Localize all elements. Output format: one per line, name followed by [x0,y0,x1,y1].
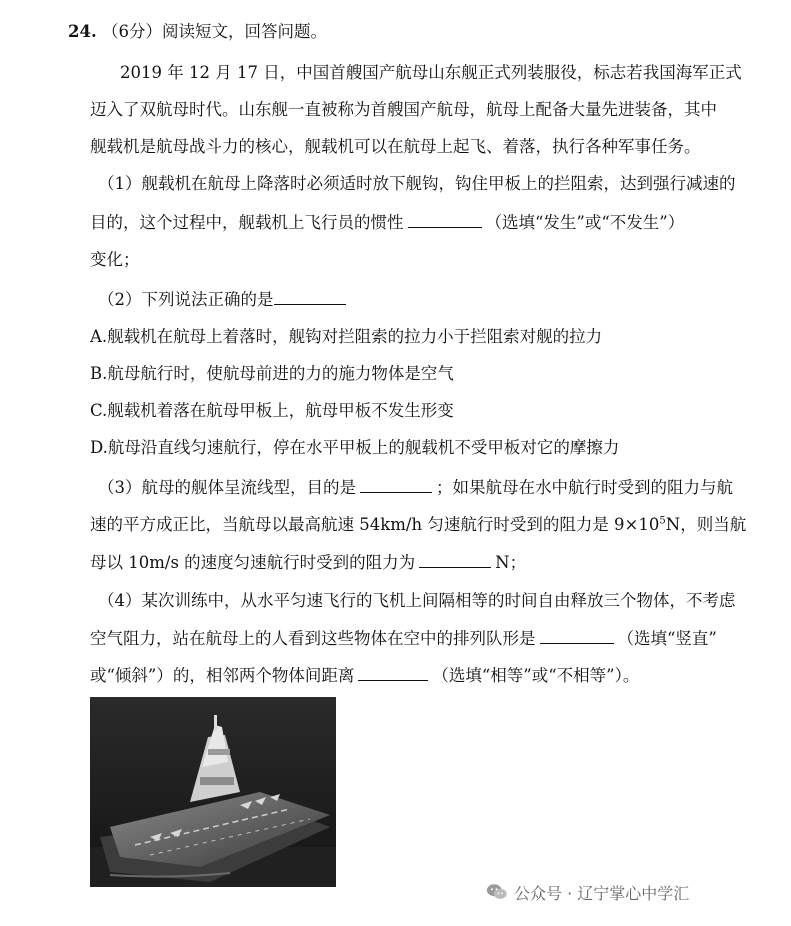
q2-stem-text: （2）下列说法正确的是 [98,290,274,309]
q4-text-d: （选填“相等”或“不相等”）。 [432,666,640,685]
q3-text-a: （3）航母的舰体呈流线型，目的是 [98,478,356,497]
q4-text-b: （选填“竖直” [617,629,717,648]
q1-line-3: 变化； [90,250,140,269]
q2-stem [98,288,758,311]
question-instruction: 阅读短文，回答问题。 [161,22,327,41]
watermark [486,878,689,906]
question-points: （6分） [101,22,162,41]
q3-answer-blank-1[interactable] [360,476,432,493]
q3-answer-blank-2[interactable] [419,551,491,568]
q3-exponent: 5 [659,515,666,527]
aircraft-carrier-photo [90,697,336,887]
q4-answer-blank-2[interactable] [358,664,428,681]
question-header [68,21,728,43]
q4-text-a: 空气阻力，站在航母上的人看到这些物体在空中的排列队形是 [90,629,536,648]
passage-line-2: 迈入了双航母时代。山东舰一直被称为首艘国产航母，航母上配备大量先进装备，其中 [90,100,717,119]
q2-option-b: B.航母航行时，使航母前进的力的施力物体是空气 [90,364,454,383]
q3-line-1 [98,476,758,499]
q4-line-2 [90,627,750,650]
q3-line-3 [90,551,750,574]
q1-line-2 [90,211,750,234]
q2-option-a: A.舰载机在航母上着落时，舰钩对拦阻索的拉力小于拦阻索对舰的拉力 [90,327,603,346]
q1-answer-blank[interactable] [408,211,482,228]
q3-line-2 [90,514,750,536]
wechat-icon [486,881,508,903]
q4-line-3 [90,664,750,687]
watermark-text: 公众号 · 辽宁掌心中学汇 [514,883,690,903]
q2-option-d: D.航母沿直线匀速航行，停在水平甲板上的舰载机不受甲板对它的摩擦力 [90,438,620,457]
question-number: 24. [68,22,97,41]
q1-text-a: 目的，这个过程中，舰载机上飞行员的惯性 [90,213,404,232]
passage-line-3: 舰载机是航母战斗力的核心，舰载机可以在航母上起飞、着落，执行各种军事任务。 [90,137,701,156]
q3-text-d: N，则当航 [665,515,747,534]
q3-text-c: 速的平方成正比，当航母以最高航速 54km/h 匀速航行时受到的阻力是 9×10 [90,515,660,534]
q2-answer-blank[interactable] [274,288,346,305]
carrier-illustration [90,697,336,887]
q4-text-c: 或“倾斜”）的，相邻两个物体间距离 [90,666,355,685]
q1-text-b: （选填“发生”或“不发生”） [485,213,685,232]
q1-line-1: （1）舰载机在航母上降落时必须适时放下舰钩，钩住甲板上的拦阻索，达到强行减速的 [98,174,736,193]
q3-text-f: N； [495,553,527,572]
q4-answer-blank-1[interactable] [540,627,614,644]
q2-option-c: C.舰载机着落在航母甲板上，航母甲板不发生形变 [90,401,454,420]
q4-line-1: （4）某次训练中，从水平匀速飞行的飞机上间隔相等的时间自由释放三个物体，不考虑 [98,591,736,610]
passage-line-1: 2019 年 12 月 17 日，中国首艘国产航母山东舰正式列装服役，标志若我国海军正式 [120,63,742,82]
q3-text-e: 母以 10m/s 的速度匀速航行时受到的阻力为 [90,553,416,572]
q3-text-b: ；如果航母在水中航行时受到的阻力与航 [436,478,733,497]
